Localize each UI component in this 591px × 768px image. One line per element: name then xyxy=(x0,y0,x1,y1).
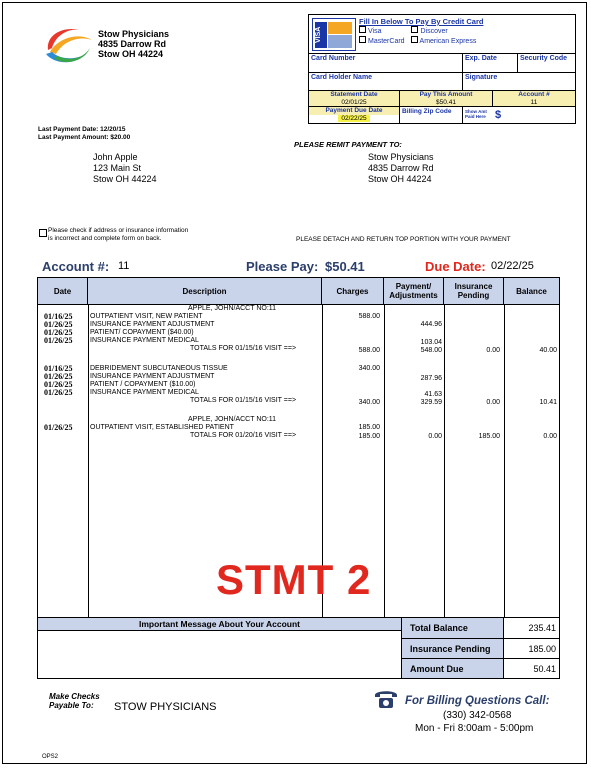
mastercard-option: MasterCard xyxy=(368,38,405,45)
message-header: Important Message About Your Account xyxy=(38,618,402,631)
insurance-pending-value: 185.00 xyxy=(504,639,559,659)
footer-code: OPS2 xyxy=(42,754,59,760)
totals-label: TOTALS FOR 01/15/16 VISIT ==> xyxy=(190,345,297,352)
due-date-label: Payment Due Date xyxy=(309,107,399,115)
discover-option: Discover xyxy=(420,28,448,35)
billing-hours: Mon - Fri 8:00am - 5:00pm xyxy=(415,723,534,734)
col-header-description: Description xyxy=(88,278,322,305)
card-number-label: Card Number xyxy=(311,55,356,62)
make-checks-line1: Make Checks xyxy=(49,692,100,701)
card-holder-label: Card Holder Name xyxy=(311,74,373,81)
statement-date-value: 02/01/25 xyxy=(341,99,367,106)
address-change-line1: Please check if address or insurance information xyxy=(48,227,189,234)
account-label: Account # xyxy=(518,91,550,98)
group1-patient: APPLE, JOHN/ACCT NO:11 xyxy=(188,305,277,312)
visa-option: Visa xyxy=(368,28,382,35)
address-change-line2: is incorrect and complete form on back. xyxy=(48,235,162,242)
col-header-balance: Balance xyxy=(504,278,559,305)
card-holder-row xyxy=(309,72,575,90)
credit-card-box xyxy=(308,14,576,124)
total-balance-value: 235.41 xyxy=(504,618,559,639)
insurance-pending-label: Insurance Pending xyxy=(402,639,504,659)
address-change-checkbox[interactable] xyxy=(39,229,47,237)
row-description: PATIENT / COPAYMENT ($10.00) xyxy=(90,381,196,388)
col-header-insurance: Insurance Pending xyxy=(444,278,504,305)
practice-street: 4835 Darrow Rd xyxy=(98,39,167,49)
billing-zip-label: Billing Zip Code xyxy=(402,108,452,115)
row-description: INSURANCE PAYMENT MEDICAL xyxy=(90,389,199,396)
row-date: 01/26/25 xyxy=(44,320,73,329)
practice-city: Stow OH 44224 xyxy=(98,49,164,59)
statement-table xyxy=(37,277,560,679)
mastercard-checkbox[interactable] xyxy=(359,36,366,43)
totals-payment: 0.00 xyxy=(428,433,442,440)
col-header-date: Date xyxy=(38,278,88,305)
make-checks-line2: Payable To: xyxy=(49,701,94,710)
totals-balance: 40.00 xyxy=(539,347,557,354)
remit-city: Stow OH 44224 xyxy=(368,174,432,184)
practice-logo xyxy=(40,24,96,66)
row-date: 01/26/25 xyxy=(44,388,73,397)
patient-street: 123 Main St xyxy=(93,163,142,173)
col-header-payments: Payment/ Adjustments xyxy=(384,278,444,305)
row-charge: 340.00 xyxy=(358,365,380,372)
row-description: DEBRIDEMENT SUBCUTANEOUS TISSUE xyxy=(90,365,228,372)
address-change-note xyxy=(48,227,188,243)
row-payment: 103.04 xyxy=(420,339,442,346)
row-description: PATIENT/ COPAYMENT ($40.00) xyxy=(90,329,194,336)
message-body xyxy=(38,631,402,679)
totals-balance: 10.41 xyxy=(539,399,557,406)
row-charge: 185.00 xyxy=(358,424,380,431)
pay-amount-label: Pay This Amount xyxy=(419,91,473,98)
make-checks-label xyxy=(49,692,100,710)
group3-patient: APPLE, JOHN/ACCT NO:11 xyxy=(188,416,277,423)
practice-address xyxy=(98,29,169,59)
totals-charge: 588.00 xyxy=(358,347,380,354)
amex-checkbox[interactable] xyxy=(411,36,418,43)
totals-charge: 340.00 xyxy=(358,399,380,406)
statement-info-row xyxy=(309,90,575,107)
last-payment-date: Last Payment Date: 12/20/15 xyxy=(38,126,126,133)
row-date: 01/16/25 xyxy=(44,364,73,373)
practice-name: Stow Physicians xyxy=(98,29,170,39)
telephone-icon xyxy=(373,688,399,710)
row-description: INSURANCE PAYMENT ADJUSTMENT xyxy=(90,373,215,380)
billing-phone: (330) 342-0568 xyxy=(443,710,512,721)
row-description: OUTPATIENT VISIT, NEW PATIENT xyxy=(90,313,203,320)
row-date: 01/26/25 xyxy=(44,380,73,389)
dollar-sign: $ xyxy=(495,109,502,121)
row-description: INSURANCE PAYMENT ADJUSTMENT xyxy=(90,321,215,328)
card-stripe-top xyxy=(328,22,352,34)
patient-address xyxy=(93,152,157,185)
credit-card-icon xyxy=(312,18,356,51)
show-amount-label: Show Amt Paid Here xyxy=(465,109,487,119)
row-description: INSURANCE PAYMENT MEDICAL xyxy=(90,337,199,344)
amex-option: American Express xyxy=(419,38,477,45)
account-number-label: Account #: xyxy=(42,259,110,274)
row-payment: 287.96 xyxy=(420,375,442,382)
please-pay-label: Please Pay: xyxy=(246,259,319,274)
card-stripe-bottom xyxy=(328,35,352,48)
row-description: OUTPATIENT VISIT, ESTABLISHED PATIENT xyxy=(90,424,234,431)
totals-balance: 0.00 xyxy=(543,433,557,440)
totals-label: TOTALS FOR 01/20/16 VISIT ==> xyxy=(190,432,297,439)
last-payment-amount: Last Payment Amount: $20.00 xyxy=(38,134,131,141)
totals-payment: 548.00 xyxy=(420,347,442,354)
visa-logo-text: VISA xyxy=(315,22,327,48)
patient-city: Stow OH 44224 xyxy=(93,174,157,184)
account-number-value: 11 xyxy=(118,260,130,272)
statement-watermark: STMT 2 xyxy=(216,556,372,603)
row-payment: 41.63 xyxy=(424,391,442,398)
row-charge: 588.00 xyxy=(358,313,380,320)
due-date-cell xyxy=(309,107,399,124)
pay-amount-value: $50.41 xyxy=(436,99,456,106)
row-payment: 444.96 xyxy=(420,321,442,328)
row-date: 01/26/25 xyxy=(44,328,73,337)
remit-label: PLEASE REMIT PAYMENT TO: xyxy=(294,140,402,149)
totals-charge: 185.00 xyxy=(358,433,380,440)
due-date-summary-value: 02/22/25 xyxy=(491,260,534,272)
card-number-row xyxy=(309,53,575,72)
totals-insurance: 0.00 xyxy=(486,399,500,406)
billing-questions-label: For Billing Questions Call: xyxy=(405,695,550,707)
visa-checkbox[interactable] xyxy=(359,26,366,33)
last-payment-info xyxy=(38,126,130,142)
totals-insurance: 185.00 xyxy=(478,433,500,440)
due-date-value: 02/22/25 xyxy=(338,115,369,122)
amount-due-value: 50.41 xyxy=(533,663,556,674)
discover-checkbox[interactable] xyxy=(411,26,418,33)
row-date: 01/26/25 xyxy=(44,372,73,381)
amount-due-label: Amount Due xyxy=(402,659,504,678)
statement-date-label: Statement Date xyxy=(330,91,378,98)
card-box-header: Fill In Below To Pay By Credit Card xyxy=(359,17,484,26)
detach-note: PLEASE DETACH AND RETURN TOP PORTION WITH YOUR PAYMENT xyxy=(296,236,511,243)
security-code-label: Security Code xyxy=(520,55,568,62)
please-pay-value: $50.41 xyxy=(325,259,365,274)
remit-address xyxy=(368,152,434,185)
account-value: 11 xyxy=(530,99,538,106)
checks-payee: STOW PHYSICIANS xyxy=(114,701,217,713)
remit-street: 4835 Darrow Rd xyxy=(368,163,434,173)
col-header-charges: Charges xyxy=(322,278,384,305)
row-date: 01/26/25 xyxy=(44,336,73,345)
signature-label: Signature xyxy=(465,74,498,81)
row-date: 01/16/25 xyxy=(44,312,73,321)
due-date-summary-label: Due Date: xyxy=(425,259,486,274)
totals-label: TOTALS FOR 01/15/16 VISIT ==> xyxy=(190,397,297,404)
row-date: 01/26/25 xyxy=(44,423,73,432)
patient-name: John Apple xyxy=(93,152,138,162)
totals-payment: 329.59 xyxy=(420,399,442,406)
exp-date-label: Exp. Date xyxy=(465,55,497,62)
remit-name: Stow Physicians xyxy=(368,152,434,162)
totals-insurance: 0.00 xyxy=(486,347,500,354)
total-balance-label: Total Balance xyxy=(402,618,504,639)
